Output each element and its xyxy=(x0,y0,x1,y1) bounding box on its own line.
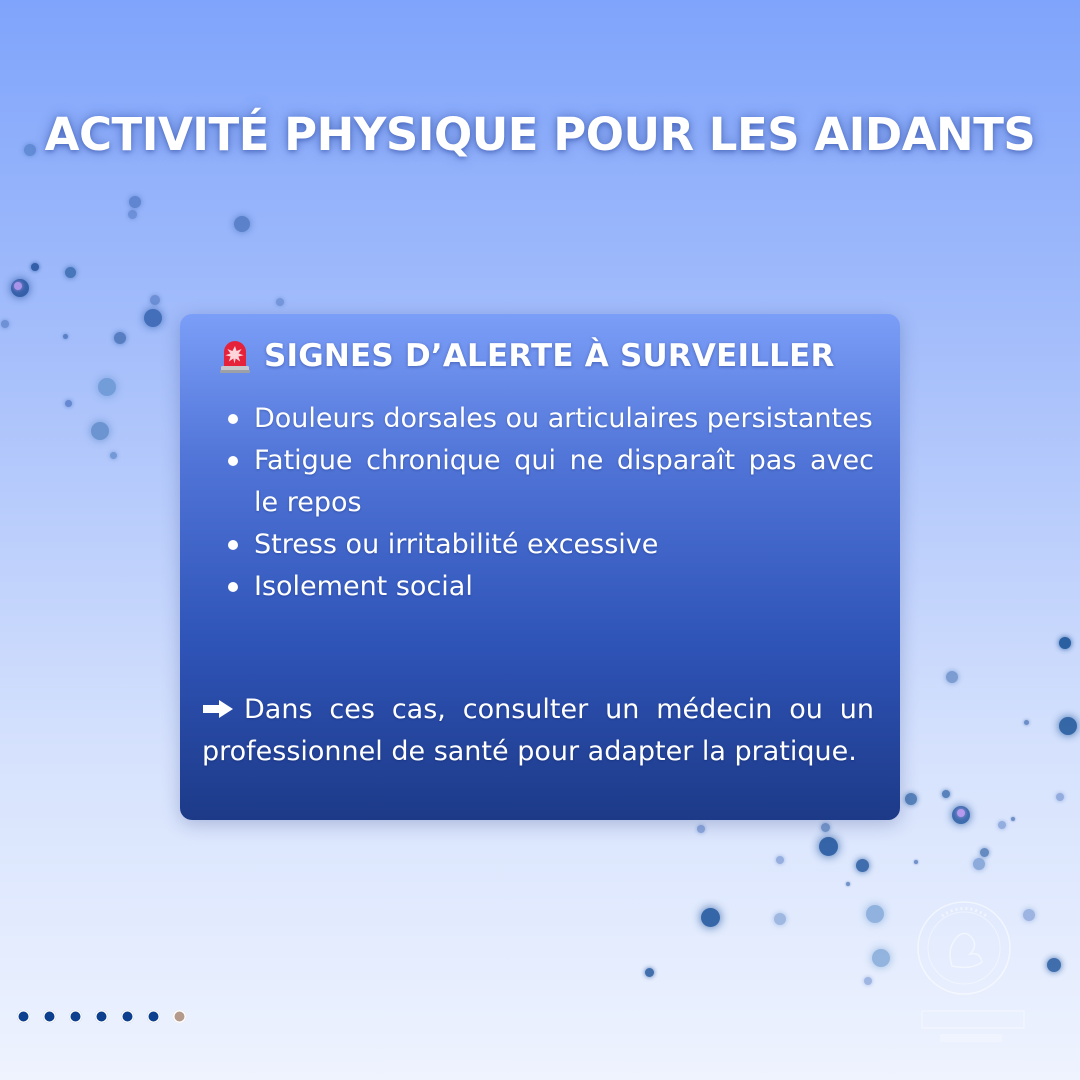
bokeh-dot xyxy=(819,837,838,856)
warning-signs-list xyxy=(224,398,874,608)
bokeh-dot xyxy=(65,400,72,407)
list-item: Douleurs dorsales ou articulaires persistantes xyxy=(224,398,874,440)
bokeh-dot xyxy=(998,821,1006,829)
bokeh-dot xyxy=(697,825,705,833)
bokeh-dot xyxy=(98,378,116,396)
bokeh-dot xyxy=(946,671,958,683)
siren-icon xyxy=(218,338,252,374)
rooster-seal-icon xyxy=(912,896,1030,1046)
card-heading-text: SIGNES D’ALERTE À SURVEILLER xyxy=(264,338,835,374)
bokeh-dot xyxy=(905,793,917,805)
carousel-pagination xyxy=(17,1010,186,1023)
bullet-icon xyxy=(228,414,238,424)
page-title: ACTIVITÉ PHYSIQUE POUR LES AIDANTS xyxy=(44,108,1036,161)
bokeh-dot xyxy=(1024,720,1029,725)
pagination-dot[interactable] xyxy=(95,1010,108,1023)
bokeh-dot xyxy=(14,282,22,290)
pagination-dot-active[interactable] xyxy=(173,1010,186,1023)
bokeh-dot xyxy=(866,905,884,923)
bokeh-dot xyxy=(91,422,109,440)
pagination-dot[interactable] xyxy=(43,1010,56,1023)
bokeh-dot xyxy=(821,823,830,832)
card-heading xyxy=(218,338,870,374)
bokeh-dot xyxy=(856,859,869,872)
bokeh-dot xyxy=(1059,637,1071,649)
bokeh-dot xyxy=(1011,817,1015,821)
list-item: Isolement social xyxy=(224,566,874,608)
list-item: Fatigue chronique qui ne disparaît pas avec le repos xyxy=(224,440,874,524)
pagination-dot[interactable] xyxy=(121,1010,134,1023)
bokeh-dot xyxy=(150,295,160,305)
bokeh-dot xyxy=(701,908,720,927)
bokeh-dot xyxy=(31,263,39,271)
pagination-dot[interactable] xyxy=(147,1010,160,1023)
bokeh-dot xyxy=(234,216,250,232)
alert-card xyxy=(180,314,900,820)
bullet-icon xyxy=(228,582,238,592)
bokeh-dot xyxy=(1,320,9,328)
bokeh-dot xyxy=(774,913,786,925)
bokeh-dot xyxy=(114,332,126,344)
bokeh-dot xyxy=(110,452,117,459)
bokeh-dot xyxy=(129,196,141,208)
list-item: Stress ou irritabilité excessive xyxy=(224,524,874,566)
bokeh-dot xyxy=(914,860,918,864)
bokeh-dot xyxy=(973,858,985,870)
bokeh-dot xyxy=(1056,793,1064,801)
bokeh-dot xyxy=(144,309,162,327)
bokeh-dot xyxy=(128,210,137,219)
bokeh-dot xyxy=(846,882,850,886)
bokeh-dot xyxy=(645,968,654,977)
bullet-icon xyxy=(228,540,238,550)
bokeh-dot xyxy=(1059,717,1077,735)
bokeh-dot xyxy=(864,977,872,985)
right-arrow-icon xyxy=(202,699,234,719)
pagination-dot[interactable] xyxy=(69,1010,82,1023)
advice-note: Dans ces cas, consulter un médecin ou un professionnel de santé pour adapter la pratique. xyxy=(202,694,874,767)
pagination-dot[interactable] xyxy=(17,1010,30,1023)
bullet-icon xyxy=(228,456,238,466)
bokeh-dot xyxy=(65,267,76,278)
bokeh-dot xyxy=(942,790,950,798)
bokeh-dot xyxy=(63,334,68,339)
bokeh-dot xyxy=(1047,958,1061,972)
bokeh-dot xyxy=(980,848,989,857)
bokeh-dot xyxy=(276,298,284,306)
bokeh-dot xyxy=(872,949,890,967)
bokeh-dot xyxy=(957,809,965,817)
bokeh-dot xyxy=(776,856,784,864)
